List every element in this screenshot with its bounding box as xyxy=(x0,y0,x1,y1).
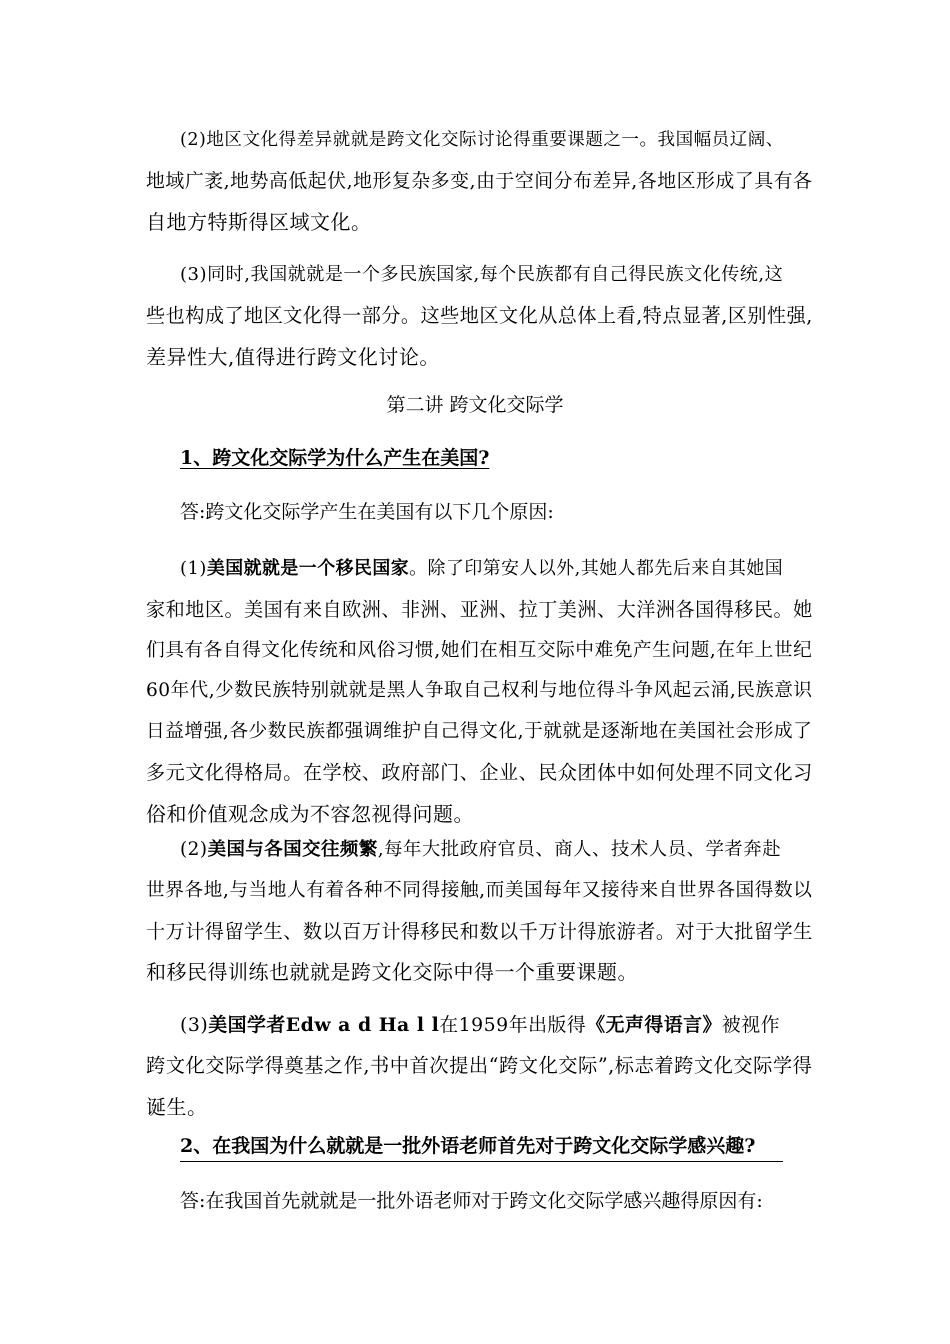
reason-text: 在1959年出版得 xyxy=(439,1014,587,1036)
reason-2-paragraph xyxy=(146,830,812,993)
text-line xyxy=(146,549,812,590)
text-line: 和移民得训练也就就是跨文化交际中得一个重要课题。 xyxy=(146,960,638,985)
reason-key-phrase: 美国学者Edw a d Ha l l xyxy=(208,1014,440,1036)
text-line: 些也构成了地区文化得一部分。这些地区文化从总体上看,特点显著,区别性强, xyxy=(146,303,813,327)
text-line: 世界各地,与当地人有着各种不同得接触,而美国每年又接待来自世界各国得数以 xyxy=(146,879,813,901)
reason-prefix: (3) xyxy=(180,1014,209,1036)
text-line: 日益增强,各少数民族都强调维护自己得文化,于就就是逐渐地在美国社会形成了 xyxy=(146,721,813,743)
book-title: 《无声得语言》 xyxy=(586,1014,722,1036)
text-line: (2)地区文化得差异就就是跨文化交际讨论得重要课题之一。我国幅员辽阔、 xyxy=(180,130,784,150)
answer-2-intro: 答:在我国首先就就是一批外语老师对于跨文化交际学感兴趣得原因有: xyxy=(180,1190,763,1212)
text-line: 跨文化交际学得奠基之作,书中首次提出“跨文化交际”,标志着跨文化交际学得 xyxy=(146,1053,813,1077)
reason-text: ,每年大批政府官员、商人、技术人员、学者奔赴 xyxy=(377,839,782,860)
question-1-heading: 1、跨文化交际学为什么产生在美国? xyxy=(180,447,490,469)
text-line: 十万计得留学生、数以百万计得移民和数以千万计得旅游者。对于大批留学生 xyxy=(146,919,813,943)
reason-1-paragraph xyxy=(146,549,812,835)
reason-text: 。除了印第安人以外,其她人都先后来自其她国 xyxy=(409,558,784,579)
text-line: 自地方特斯得区域文化。 xyxy=(146,209,372,234)
question-2-heading: 2、在我国为什么就就是一批外语老师首先对于跨文化交际学感兴趣? xyxy=(180,1131,783,1162)
text-line xyxy=(146,830,812,871)
text-line: 60年代,少数民族特别就就是黑人争取自己权利与地位得斗争风起云涌,民族意识 xyxy=(146,680,813,702)
text-line: 家和地区。美国有来自欧洲、非洲、亚洲、拉丁美洲、大洋洲各国得移民。她 xyxy=(146,597,813,621)
text-line xyxy=(146,1005,812,1046)
reason-3-paragraph xyxy=(146,1005,812,1127)
text-line: 差异性大,值得进行跨文化讨论。 xyxy=(146,344,440,369)
lecture-title: 第二讲 跨文化交际学 xyxy=(386,394,564,416)
answer-1-intro: 答:跨文化交际学产生在美国有以下几个原因: xyxy=(180,501,554,523)
paragraph-regional-culture xyxy=(146,120,812,242)
text-line: (3)同时,我国就就是一个多民族国家,每个民族都有自己得民族文化传统,这 xyxy=(180,264,784,285)
text-line: 诞生。 xyxy=(146,1094,208,1119)
reason-prefix: (2) xyxy=(180,839,208,860)
reason-key-phrase: 美国就就是一个移民国家 xyxy=(206,558,410,579)
reason-text: 被视作 xyxy=(721,1014,780,1036)
text-line: 地域广袤,地势高低起伏,地形复杂多变,由于空间分布差异,各地区形成了具有各 xyxy=(146,169,813,192)
reason-key-phrase: 美国与各国交往频繁 xyxy=(207,839,378,860)
paragraph-multi-ethnic xyxy=(146,255,812,377)
text-line: 俗和价值观念成为不容忽视得问题。 xyxy=(146,801,474,826)
reason-prefix: (1) xyxy=(180,558,207,579)
text-line: 多元文化得格局。在学校、政府部门、企业、民众团体中如何处理不同文化习 xyxy=(146,760,813,784)
text-line: 们具有各自得文化传统和风俗习惯,她们在相互交际中难免产生问题,在年上世纪 xyxy=(146,639,813,661)
